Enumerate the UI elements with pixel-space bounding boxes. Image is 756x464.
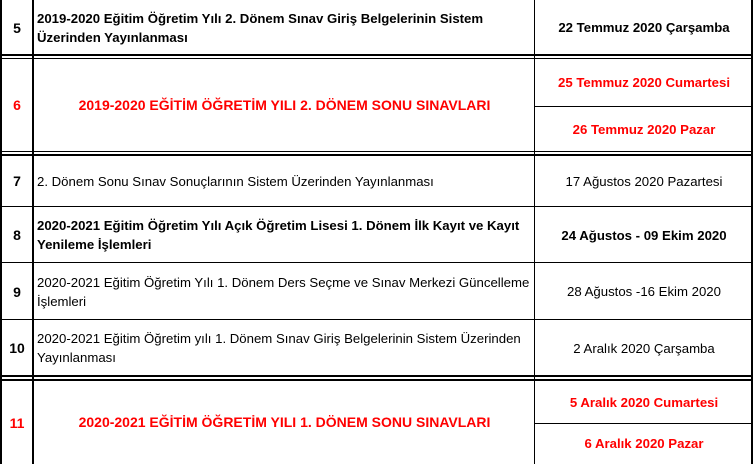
row-number: 8: [13, 227, 21, 243]
row-description: 2020-2021 Eğitim Öğretim Yılı 1. Dönem Ders Seçme ve Sınav Merkezi Güncelleme İşlemleri: [37, 274, 530, 309]
row-description: 2019-2020 EĞİTİM ÖĞRETİM YILI 2. DÖNEM SONU SINAVLARI: [78, 96, 491, 113]
row-divider-double: [0, 54, 753, 56]
date-split-divider: [535, 106, 753, 107]
row-divider: [0, 206, 753, 207]
row-divider-double: [0, 58, 753, 59]
exam-date-second: 6 Aralık 2020 Pazar: [584, 436, 704, 451]
row-date: 17 Ağustos 2020 Pazartesi: [565, 173, 723, 189]
row-number: 10: [9, 340, 25, 356]
row-description: 2020-2021 EĞİTİM ÖĞRETİM YILI 1. DÖNEM SONU SINAVLARI: [78, 414, 491, 430]
row-date: 22 Temmuz 2020 Çarşamba: [558, 20, 730, 35]
row-number: 11: [9, 414, 25, 431]
row-divider-double: [0, 151, 753, 152]
table-row: [0, 207, 753, 263]
table-row: [0, 263, 753, 320]
row-number: 9: [13, 283, 21, 300]
row-divider-double: [0, 375, 753, 377]
exam-date-first: 25 Temmuz 2020 Cumartesi: [557, 74, 730, 90]
row-divider-double: [0, 379, 753, 381]
row-date: 24 Ağustos - 09 Ekim 2020: [561, 227, 727, 243]
row-date: 28 Ağustos -16 Ekim 2020: [567, 284, 721, 299]
exam-date-first: 5 Aralık 2020 Cumartesi: [569, 394, 719, 410]
column-divider: [534, 0, 535, 464]
table-row-exam: [0, 58, 753, 152]
row-description: 2019-2020 Eğitim Öğretim Yılı 2. Dönem Sınav Giriş Belgelerinin Sistem Üzerinden Yayınlanması: [37, 10, 484, 45]
exam-date-second: 26 Temmuz 2020 Pazar: [572, 121, 716, 137]
row-number: 5: [13, 19, 21, 36]
row-number: 7: [13, 173, 21, 189]
row-divider-double: [0, 154, 753, 156]
row-dates: [535, 58, 753, 152]
row-divider: [0, 319, 753, 320]
column-divider: [32, 0, 34, 464]
row-divider: [0, 262, 753, 263]
date-split-divider: [535, 423, 753, 424]
row-date: 2 Aralık 2020 Çarşamba: [573, 340, 715, 356]
table-row: [0, 320, 753, 376]
table-border-left: [0, 0, 2, 464]
row-number: 6: [13, 97, 21, 113]
row-description: 2020-2021 Eğitim Öğretim Yılı Açık Öğretim Lisesi 1. Dönem İlk Kayıt ve Kayıt Yenileme İşlemleri: [37, 218, 520, 252]
table-border-right: [751, 0, 753, 464]
row-description: 2020-2021 Eğitim Öğretim yılı 1. Dönem Sınav Giriş Belgelerinin Sistem Üzerinden Yayınlanması: [37, 331, 521, 365]
row-description: 2. Dönem Sonu Sınav Sonuçlarının Sistem Üzerinden Yayınlanması: [37, 173, 434, 189]
table-row: [0, 155, 753, 207]
table-row: [0, 0, 753, 55]
